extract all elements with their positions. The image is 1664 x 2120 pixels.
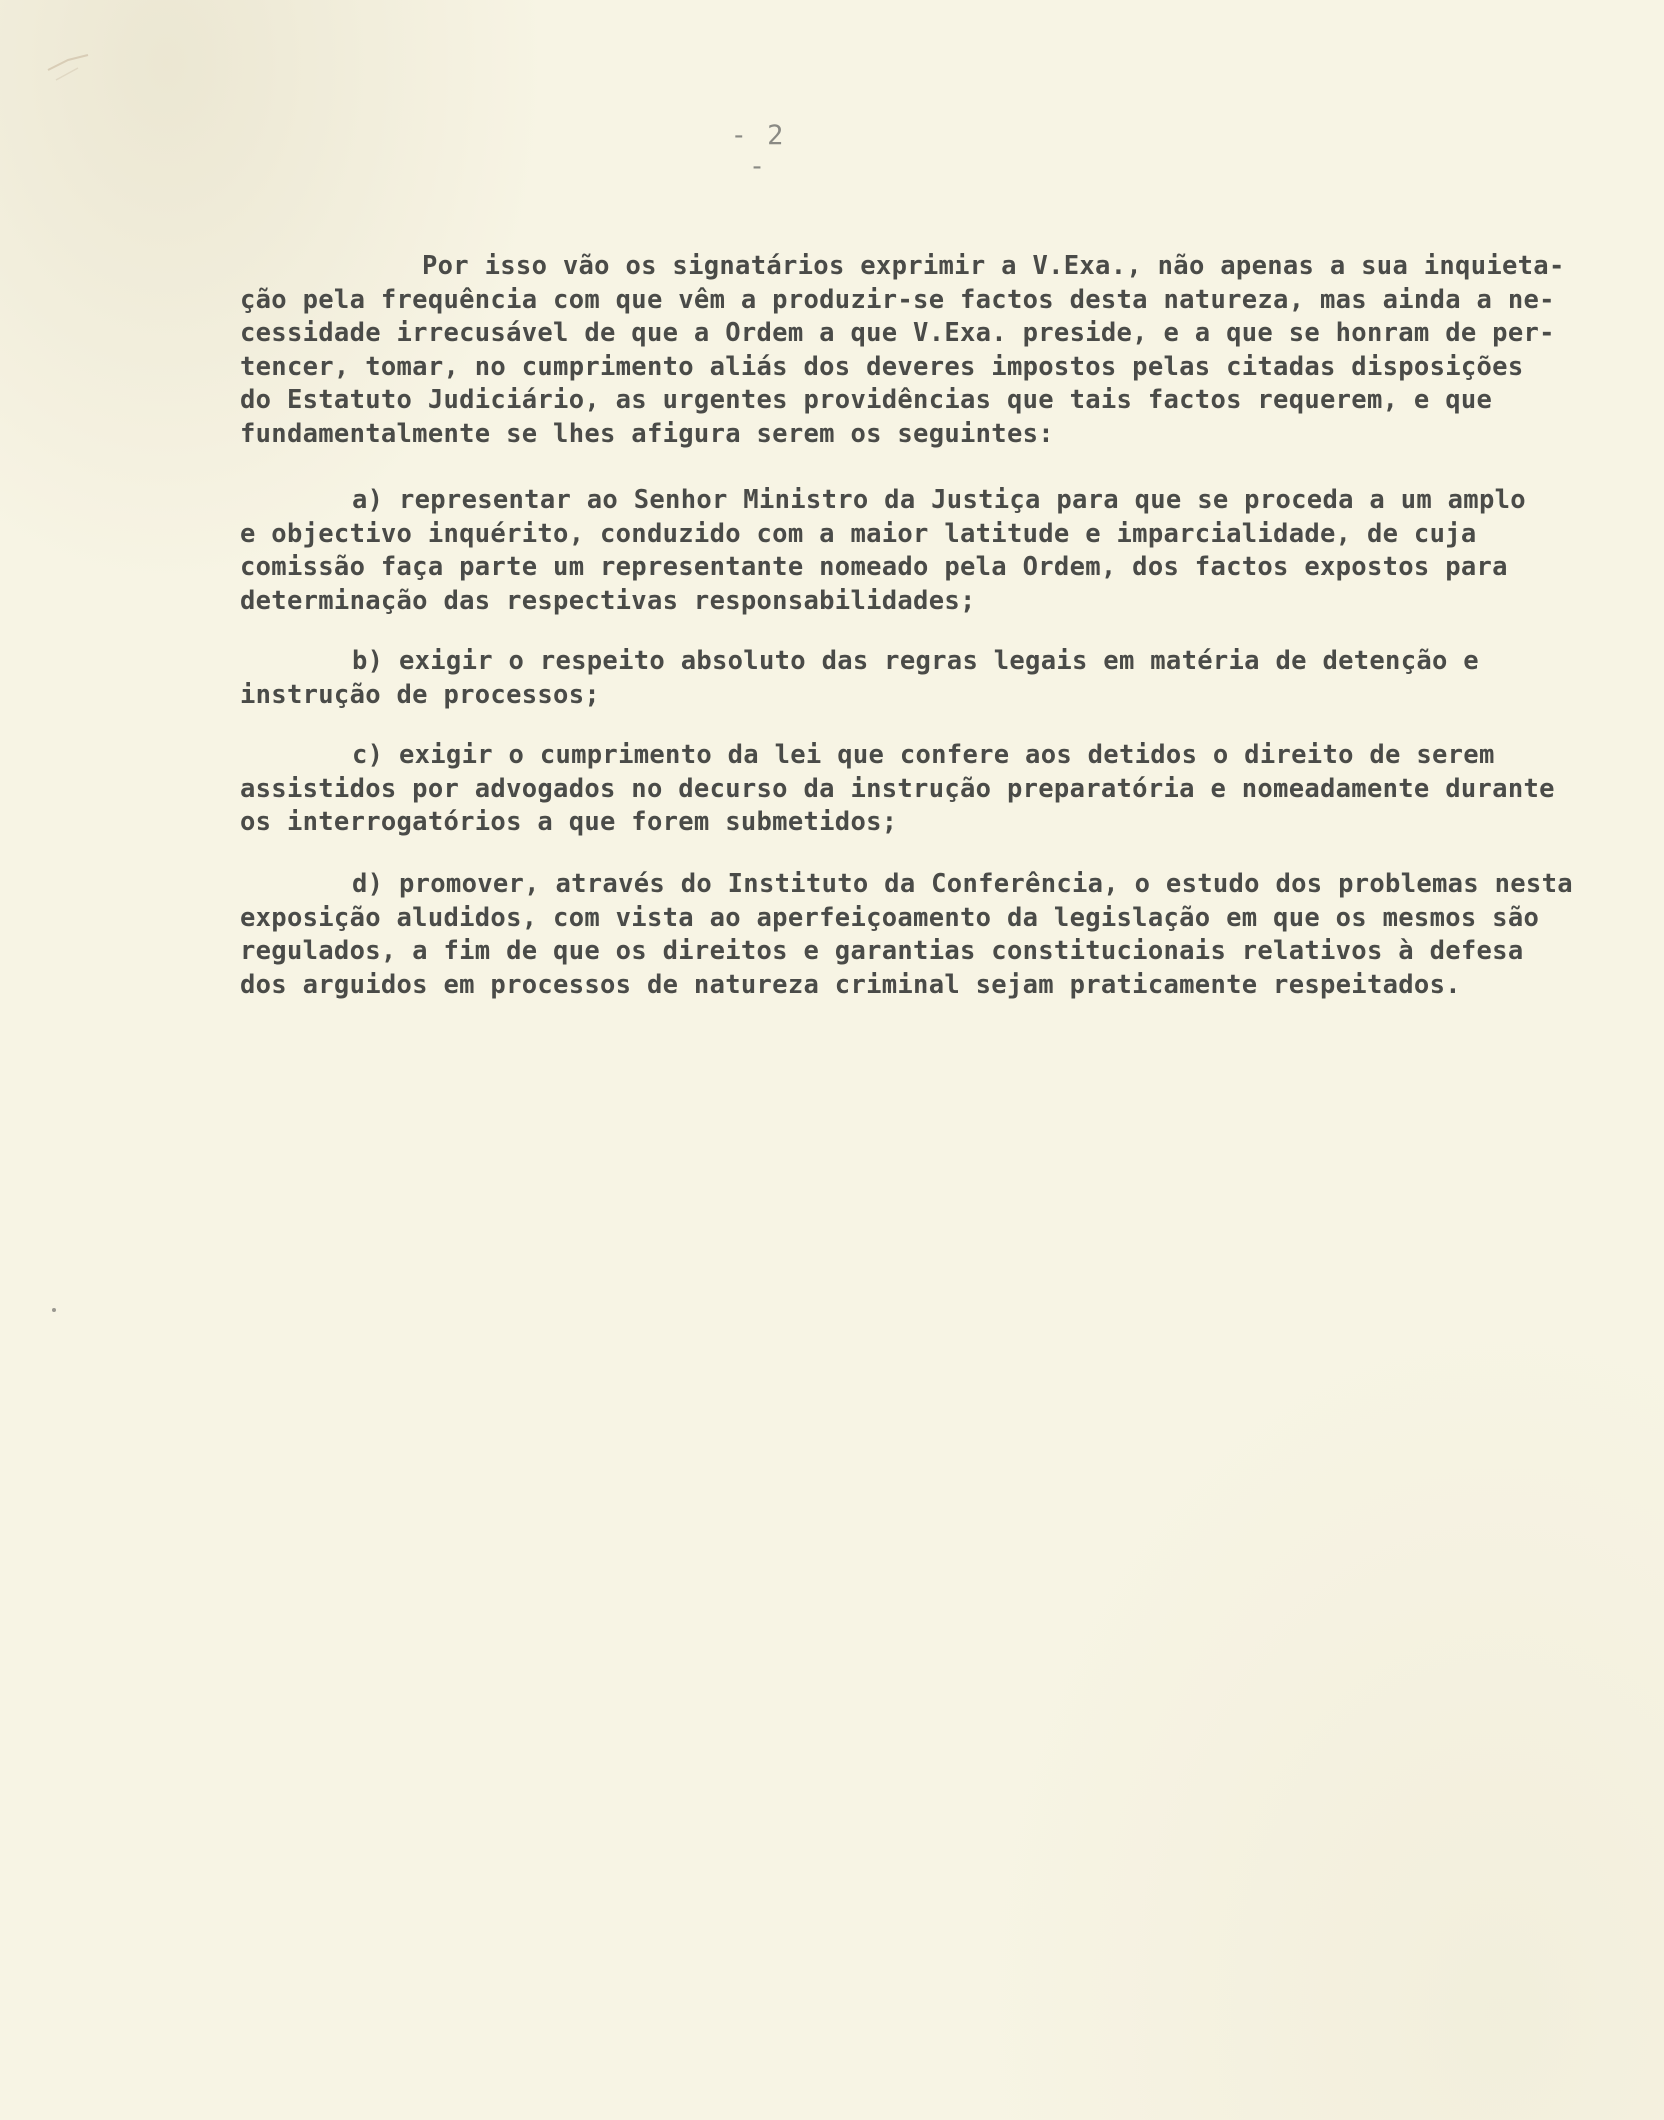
list-item-c xyxy=(240,739,1580,840)
paragraph-line: d) promover, através do Instituto da Conferência, o estudo dos problemas nesta xyxy=(352,869,1573,899)
paragraph-line: determinação das respectivas responsabilidades; xyxy=(240,585,976,616)
paragraph-line: assistidos por advogados no decurso da instrução preparatória e nomeadamente durante xyxy=(240,773,1555,804)
paragraph-line: fundamentalmente se lhes afigura serem os seguintes: xyxy=(240,418,1054,449)
list-item-a xyxy=(240,484,1580,618)
paragraph-line: os interrogatórios a que forem submetidos; xyxy=(240,807,898,837)
paragraph-line: cessidade irrecusável de que a Ordem a que V.Exa. preside, e a que se honram de per- xyxy=(240,318,1555,348)
page-number: - 2 - xyxy=(730,120,786,182)
paragraph-line: tencer, tomar, no cumprimento aliás dos deveres impostos pelas citadas disposições xyxy=(240,351,1524,382)
paragraph-line: Por isso vão os signatários exprimir a V.Exa., não apenas a sua inquieta- xyxy=(422,251,1565,281)
paper-stain-mark xyxy=(38,30,118,90)
paragraph-line: c) exigir o cumprimento da lei que confere aos detidos o direito de serem xyxy=(352,740,1495,770)
paragraph-line: ção pela frequência com que vêm a produzir-se factos desta natureza, mas ainda a ne- xyxy=(240,284,1555,315)
paragraph-line: regulados, a fim de que os direitos e garantias constitucionais relativos à defesa xyxy=(240,936,1524,966)
paragraph-line: dos arguidos em processos de natureza criminal sejam praticamente respeitados. xyxy=(240,969,1461,1000)
intro-paragraph xyxy=(240,250,1580,451)
paragraph-line: b) exigir o respeito absoluto das regras legais em matéria de detenção e xyxy=(352,646,1479,676)
list-item-b xyxy=(240,645,1580,712)
paragraph-line: a) representar ao Senhor Ministro da Justiça para que se proceda a um amplo xyxy=(352,485,1526,515)
paragraph-line: instrução de processos; xyxy=(240,679,601,710)
list-item-d xyxy=(240,868,1580,1002)
paper-speck xyxy=(52,1308,56,1312)
paragraph-line: exposição aludidos, com vista ao aperfeiçoamento da legislação em que os mesmos são xyxy=(240,902,1540,933)
paragraph-line: do Estatuto Judiciário, as urgentes providências que tais factos requerem, e que xyxy=(240,385,1493,415)
paragraph-line: comissão faça parte um representante nomeado pela Ordem, dos factos expostos para xyxy=(240,552,1508,582)
paragraph-line: e objectivo inquérito, conduzido com a maior latitude e imparcialidade, de cuja xyxy=(240,518,1477,549)
